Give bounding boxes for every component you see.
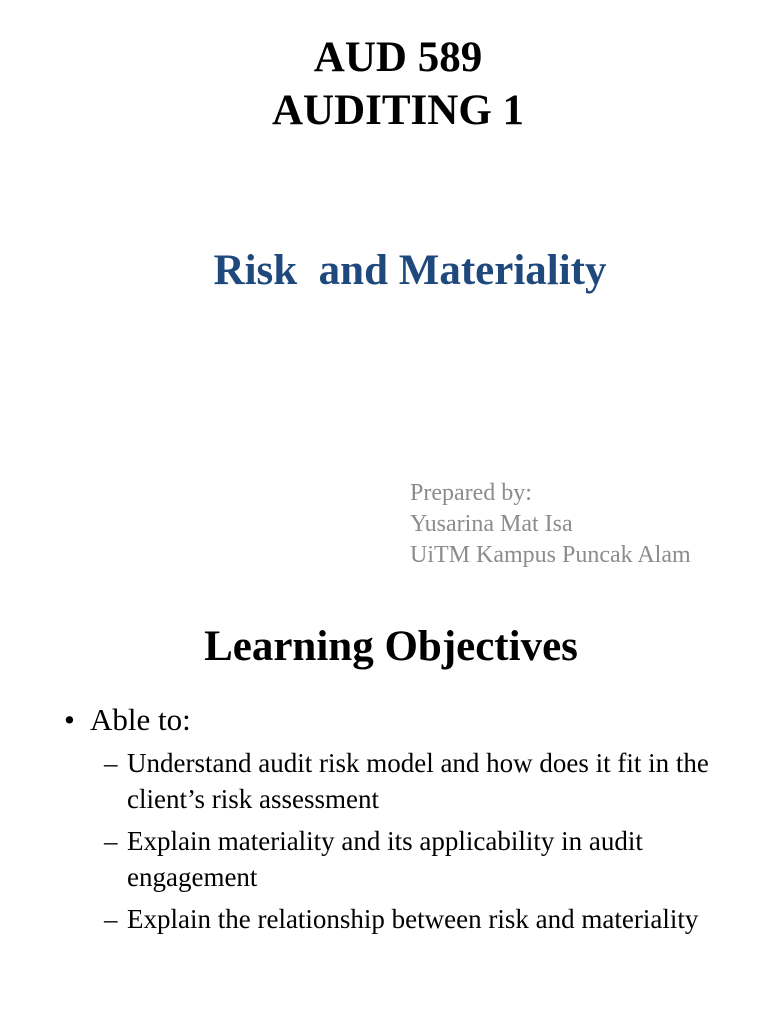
credits-block <box>410 478 691 571</box>
sub-item-text: Explain materiality and its applicability in audit engagement <box>127 826 643 892</box>
bullet-marker: • <box>64 702 75 737</box>
course-code: AUD 589 <box>313 34 483 81</box>
objectives-heading: Learning Objectives <box>204 623 578 670</box>
sub-item-text: Explain the relationship between risk and materiality <box>127 904 699 934</box>
sub-list <box>104 745 744 943</box>
dash-marker: – <box>104 748 118 778</box>
objectives-slide <box>0 600 768 1024</box>
course-title: AUDITING 1 <box>271 87 525 134</box>
bullet-item <box>64 702 191 738</box>
credits-prepared-by: Prepared by: <box>410 480 532 506</box>
sub-item <box>104 823 744 895</box>
dash-marker: – <box>104 826 118 856</box>
slide-title: Risk and Materiality <box>213 247 607 294</box>
credits-institution: UiTM Kampus Puncak Alam <box>410 542 691 568</box>
dash-marker: – <box>104 904 118 934</box>
sub-item <box>104 745 744 817</box>
sub-item <box>104 901 744 937</box>
sub-item-text: Understand audit risk model and how does it fit in the client’s risk assessment <box>127 748 709 814</box>
credits-author: Yusarina Mat Isa <box>410 511 573 537</box>
bullet-text: Able to: <box>90 702 191 737</box>
